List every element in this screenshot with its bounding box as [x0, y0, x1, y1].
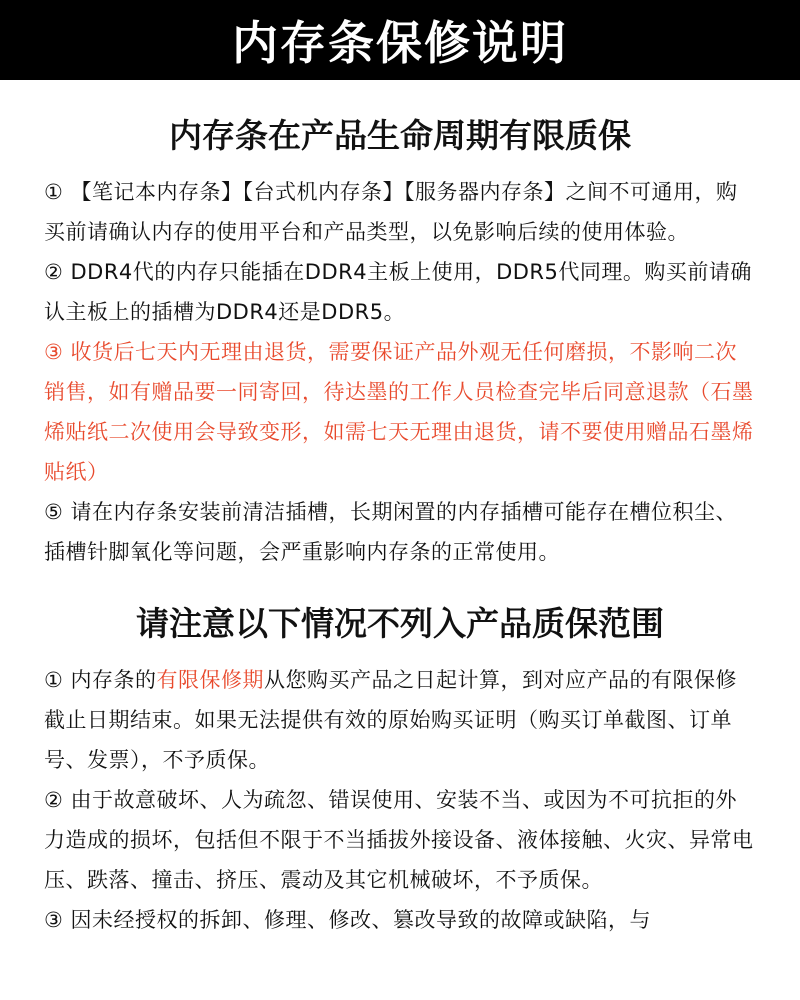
section1-item-1: ① 【笔记本内存条】【台式机内存条】【服务器内存条】之间不可通用，购买前请确认内存的使用平台和产品类型，以免影响后续的使用体验。: [44, 180, 738, 244]
section1-list: [0, 172, 800, 572]
section1-item-3-return-policy: ③ 收货后七天内无理由退货，需要保证产品外观无任何磨损，不影响二次销售，如有赠品要一同寄回，待达墨的工作人员检查完毕后同意退款（石墨烯贴纸二次使用会导致变形，如需七天无理由退货，请不要使用赠品石墨烯贴纸）: [44, 340, 754, 484]
section2-item-1: [0, 660, 800, 780]
section2-item-1-suffix: 从您购买产品之日起计算，到对应产品的有限保修截止日期结束。如果无法提供有效的原始购买证明（购买订单截图、订单号、发票），不予质保。: [44, 668, 738, 772]
section2-item-1-prefix: ① 内存条的: [44, 668, 157, 692]
page-title: 内存条保修说明: [232, 16, 568, 70]
page-header: [0, 0, 800, 80]
limited-warranty-highlight: 有限保修期: [156, 668, 265, 692]
section2-list: [0, 660, 800, 940]
section1-item-5: ⑤ 请在内存条安装前清洁插槽，长期闲置的内存插槽可能存在槽位积尘、插槽针脚氧化等问题，会严重影响内存条的正常使用。: [44, 500, 737, 564]
section1-title: 内存条在产品生命周期有限质保: [169, 116, 631, 155]
section2-item-3: ③ 因未经授权的拆卸、修理、修改、篡改导致的故障或缺陷，与: [44, 908, 651, 932]
section2-item-2: ② 由于故意破坏、人为疏忽、错误使用、安装不当、或因为不可抗拒的外力造成的损坏，包括但不限于不当插拔外接设备、液体接触、火灾、异常电压、跌落、撞击、挤压、震动及其它机械破坏，不予质保。: [44, 788, 754, 892]
section1-item-2: ② DDR4代的内存只能插在DDR4主板上使用，DDR5代同理。购买前请确认主板上的插槽为DDR4还是DDR5。: [44, 260, 752, 324]
section2-title: 请注意以下情况不列入产品质保范围: [136, 604, 664, 643]
